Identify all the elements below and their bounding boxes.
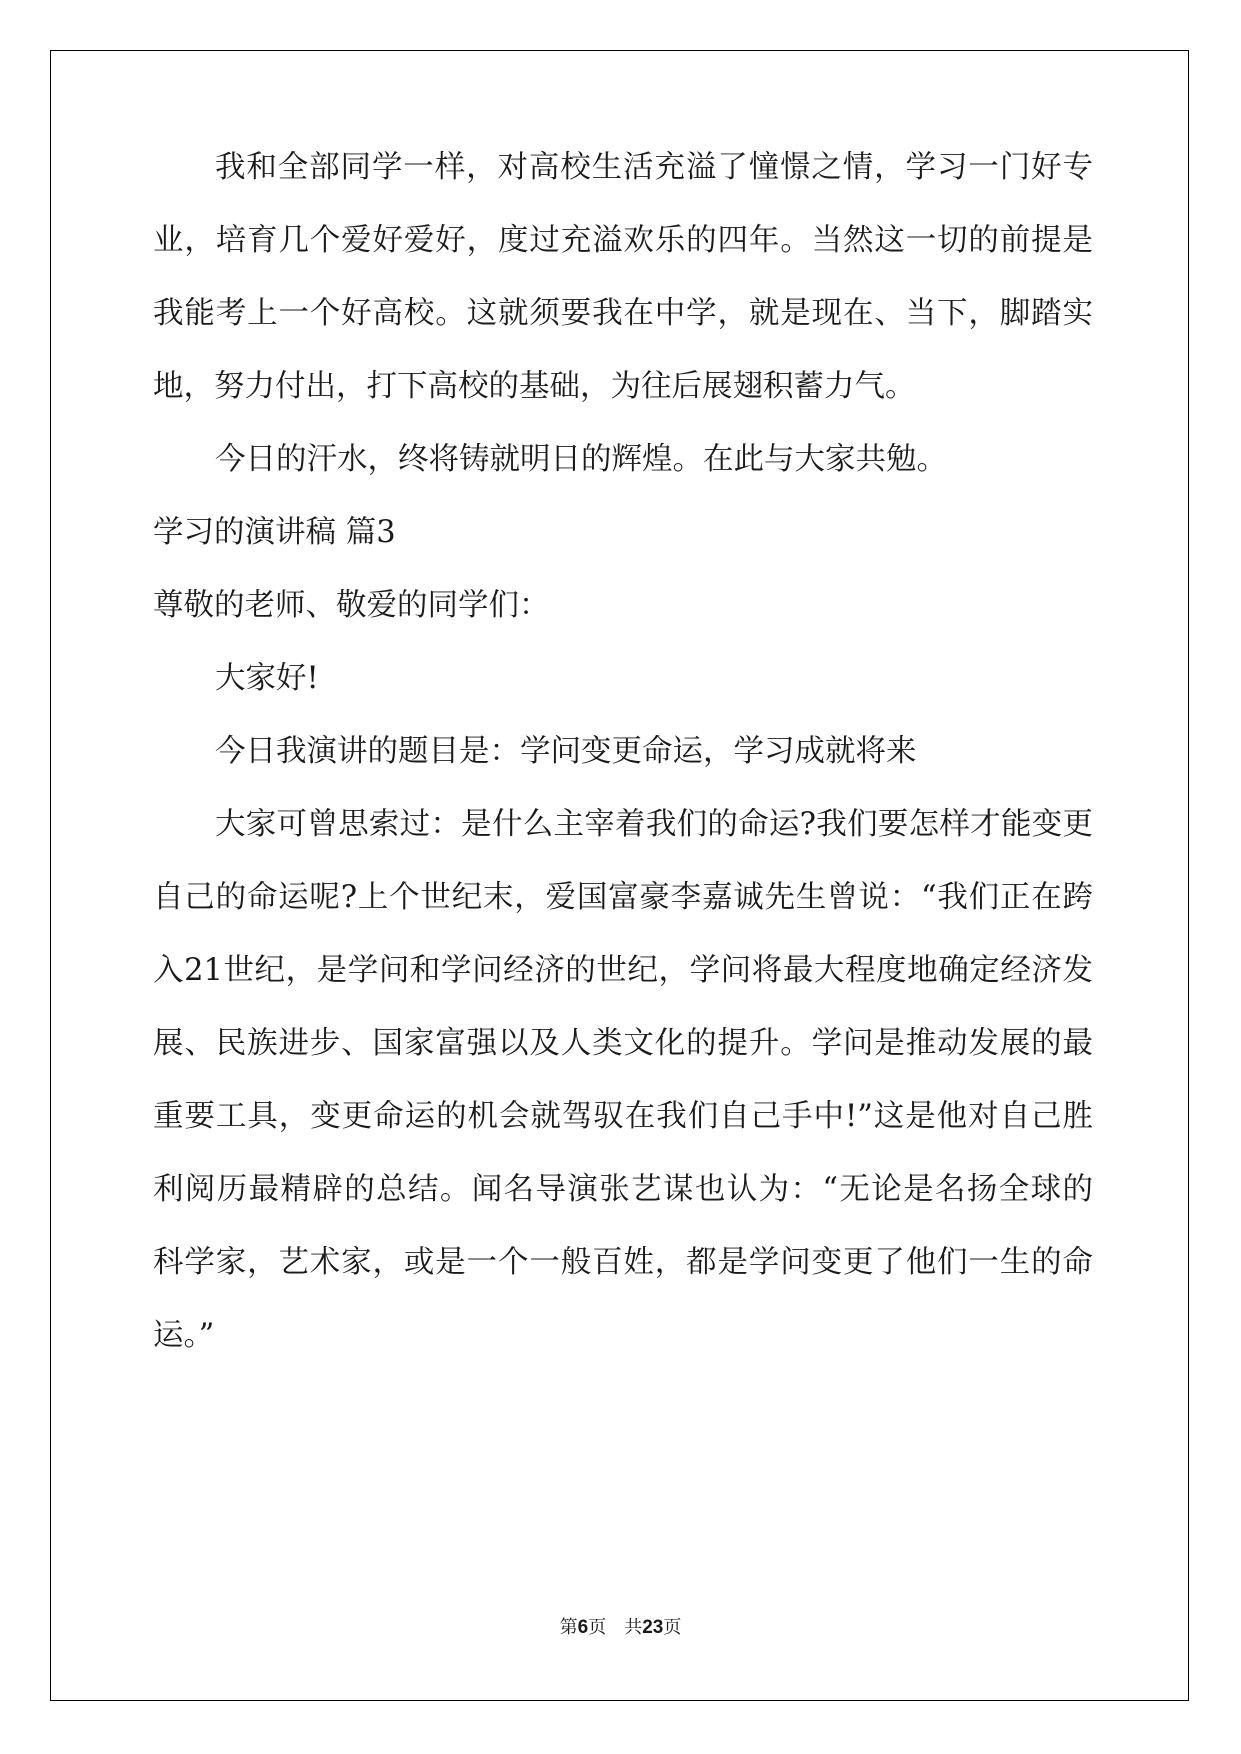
paragraph-line: 科学家，艺术家，或是一个一般百姓，都是学问变更了他们一生的命 — [153, 1245, 1093, 1280]
greeting: 大家好! — [215, 661, 319, 696]
page-prefix: 第 — [559, 1617, 578, 1638]
paragraph-line: 地，努力付出，打下高校的基础，为往后展翅积蓄力气。 — [153, 369, 916, 404]
paragraph-line: 利阅历最精辟的总结。闻名导演张艺谋也认为：“无论是名扬全球的 — [153, 1172, 1093, 1207]
salutation: 尊敬的老师、敬爱的同学们： — [153, 588, 550, 623]
section-heading: 学习的演讲稿 篇3 — [153, 515, 396, 550]
paragraph-line: 我能考上一个好高校。这就须要我在中学，就是现在、当下，脚踏实 — [153, 296, 1093, 331]
paragraph-line: 大家可曾思索过：是什么主宰着我们的命运?我们要怎样才能变更 — [215, 807, 1093, 842]
page-suffix: 页 — [588, 1617, 607, 1638]
paragraph-line: 展、民族进步、国家富强以及人类文化的提升。学问是推动发展的最 — [153, 1026, 1093, 1061]
total-pages: 23 — [642, 1617, 664, 1638]
paragraph-line: 重要工具，变更命运的机会就驾驭在我们自己手中!”这是他对自己胜 — [153, 1099, 1093, 1134]
page-number: 6 — [577, 1617, 589, 1638]
speech-topic: 今日我演讲的题目是：学问变更命运，学习成就将来 — [215, 734, 917, 769]
paragraph-line: 入21世纪，是学问和学问经济的世纪，学问将最大程度地确定经济发 — [153, 953, 1093, 988]
paragraph-line: 运。” — [153, 1318, 215, 1353]
page-footer — [0, 1616, 1241, 1640]
paragraph-line: 业，培育几个爱好爱好，度过充溢欢乐的四年。当然这一切的前提是 — [153, 223, 1093, 258]
paragraph-line: 自己的命运呢?上个世纪末，爱国富豪李嘉诚先生曾说：“我们正在跨 — [153, 880, 1093, 915]
total-suffix: 页 — [663, 1617, 682, 1638]
paragraph-line: 今日的汗水，终将铸就明日的辉煌。在此与大家共勉。 — [215, 442, 947, 477]
paragraph-line: 我和全部同学一样，对高校生活充溢了憧憬之情，学习一门好专 — [215, 150, 1093, 185]
total-prefix: 共 — [624, 1617, 643, 1638]
